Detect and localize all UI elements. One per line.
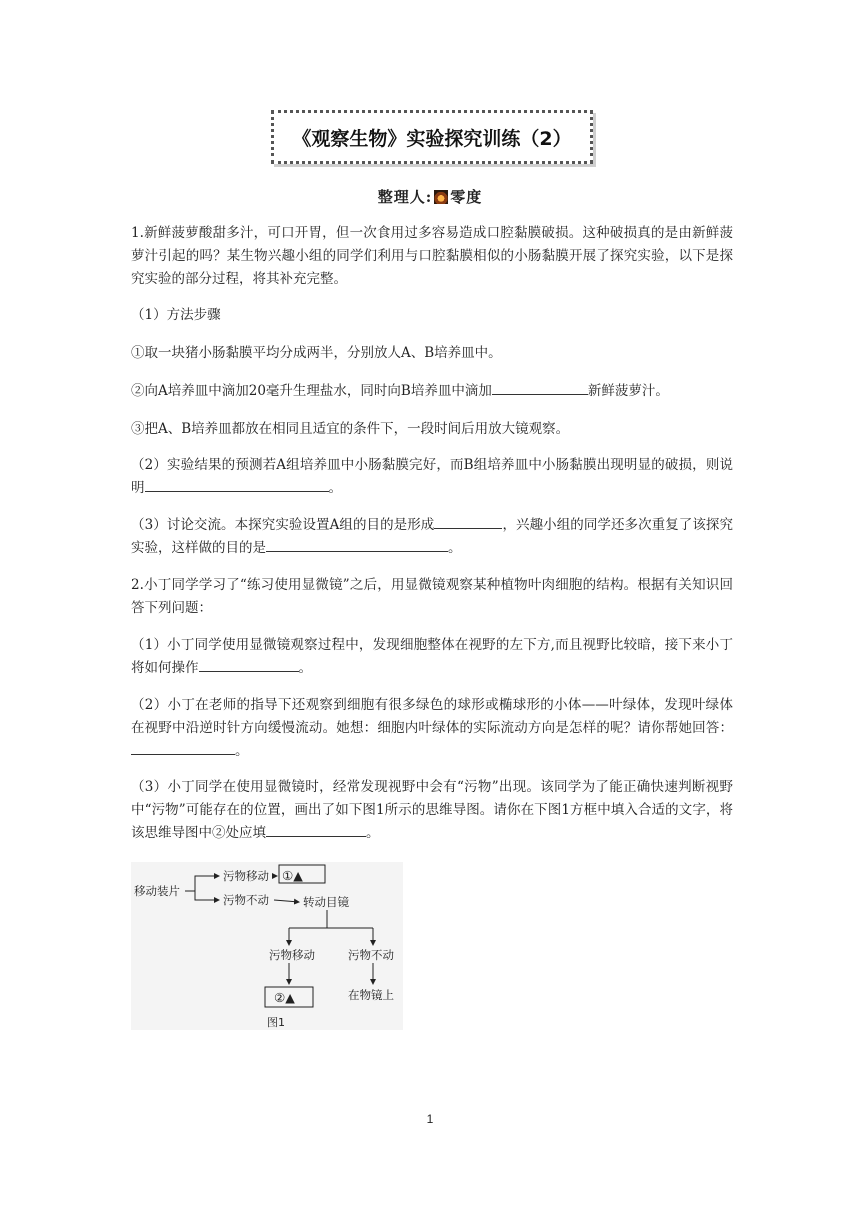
q2-part3-text-a: （3）小丁同学在使用显微镜时，经常发现视野中会有“污物”出现。该同学为了能正确快速判断视野中“污物”可能存在的位置，画出了如下图1所示的思维导图。请你在下图1方框中填入合适的文字，将该思维导图中②处应填	[131, 779, 733, 841]
q1-part3-blank-1[interactable]	[434, 514, 502, 529]
q1-step2-text-a: ②向A培养皿中滴加20毫升生理盐水，同时向B培养皿中滴加	[131, 383, 492, 399]
node-dirt-still-2: 污物不动	[348, 948, 394, 962]
q1-part1-heading: （1）方法步骤	[131, 307, 221, 323]
node-move-device: 移动装片	[134, 884, 180, 898]
compiler-name: 零度	[450, 188, 483, 206]
arrow-to-dirt-still	[195, 891, 219, 900]
mind-map-diagram	[131, 862, 403, 1030]
q2-part3	[131, 776, 733, 845]
q1-part3-text-a: （3）讨论交流。本探究实验设置A组的目的是形成	[131, 517, 435, 533]
q1-part3	[131, 514, 733, 560]
q1-part2-text-a: （2）实验结果的预测若A组培养皿中小肠黏膜完好，而B组培养皿中小肠黏膜出现明显的破损，则说明	[131, 457, 733, 496]
page-title: 《观察生物》实验探究训练（2）	[292, 127, 572, 150]
sunset-logo-icon	[434, 190, 448, 204]
q2-part2-blank[interactable]	[131, 740, 235, 755]
node-dirt-moves: 污物移动	[223, 869, 269, 883]
q2-part2-text-b: 。	[235, 743, 249, 759]
q2-part1-text-a: （1）小丁同学使用显微镜观察过程中，发现细胞整体在视野的左下方,而且视野比较暗，接下来小丁将如何操作	[131, 637, 733, 676]
title-box	[271, 110, 593, 164]
q2-part3-blank[interactable]	[266, 822, 366, 837]
node-dirt-still: 污物不动	[223, 893, 269, 907]
figure-caption: 图1	[267, 1016, 285, 1029]
node-rotate-eyepiece: 转动目镜	[303, 895, 349, 909]
q1-part3-blank-2[interactable]	[266, 537, 448, 552]
arrow-to-dirt-moves	[185, 876, 219, 891]
q2-part1	[131, 634, 733, 680]
node-box1-label: ①▲	[282, 868, 303, 883]
q2-part1-text-b: 。	[298, 660, 312, 676]
q1-part2	[131, 454, 733, 500]
q1-step3: ③把A、B培养皿都放在相同且适宜的条件下，一段时间后用放大镜观察。	[131, 421, 570, 437]
q1-part3-text-b: ，兴趣小组的同学还多次重复了该探究实验，这样做的目的是	[131, 517, 734, 556]
q1-part2-text-b: 。	[328, 480, 342, 496]
q1-intro: 1.新鲜菠萝酸甜多汁，可口开胃，但一次食用过多容易造成口腔黏膜破损。这种破损真的是由新鲜菠萝汁引起的吗？某生物兴趣小组的同学们利用与口腔黏膜相似的小肠黏膜开展了探究实验，以下是探究实验的部分过程，将其补充完整。	[131, 225, 733, 287]
q1-step2	[131, 380, 733, 403]
q2-intro: 2.小丁同学学习了“练习使用显微镜”之后，用显微镜观察某种植物叶肉细胞的结构。根据有关知识回答下列问题：	[131, 577, 733, 616]
page-number: 1	[426, 1112, 434, 1126]
q1-step1: ①取一块猪小肠黏膜平均分成两半，分别放人A、B培养皿中。	[131, 345, 502, 361]
figure-1	[131, 862, 403, 1030]
q1-part2-blank[interactable]	[145, 477, 329, 492]
q2-part2-text-a: （2）小丁在老师的指导下还观察到细胞有很多绿色的球形或椭球形的小体——叶绿体，发现叶绿体在视野中沿逆时针方向缓慢流动。她想：细胞内叶绿体的实际流动方向是怎样的呢？请你帮她回答：	[131, 697, 733, 736]
q2-part2	[131, 694, 733, 763]
compiler-label: 整理人:	[377, 188, 433, 206]
compiler-line	[0, 186, 860, 207]
q2-part3-text-b: 。	[366, 825, 380, 841]
q1-step2-blank[interactable]	[492, 380, 588, 395]
q1-part3-text-c: 。	[448, 540, 462, 556]
node-on-objective: 在物镜上	[348, 988, 394, 1002]
node-box2-label: ②▲	[274, 990, 295, 1005]
q1-step2-text-b: 新鲜菠萝汁。	[587, 383, 669, 399]
q2-part1-blank[interactable]	[199, 657, 299, 672]
node-dirt-moves-2: 污物移动	[269, 948, 315, 962]
arrow-to-rotate	[274, 900, 299, 902]
